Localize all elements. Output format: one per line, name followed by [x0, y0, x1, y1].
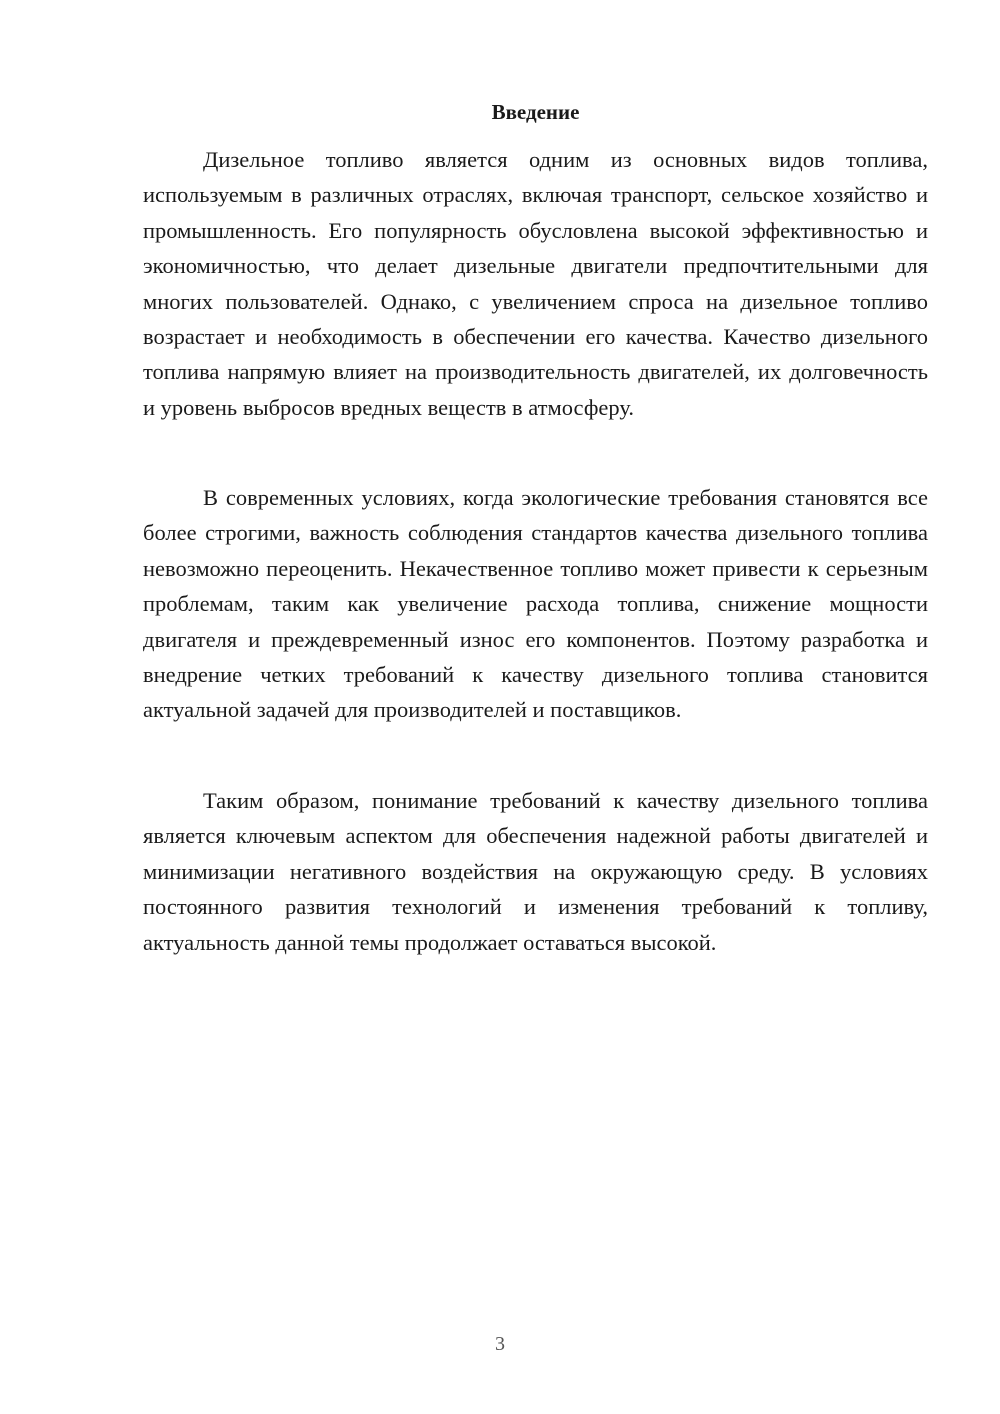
page-number: 3 — [495, 1333, 505, 1355]
paragraph-2: В современных условиях, когда экологические требования становятся все более строгими, важность соблюдения стандартов качества дизельного топлива невозможно переоценить. Некачественное топливо может привести к серьезным проблемам, таким как увеличение расхода топлива, снижение мощности двигателя и преждевременный износ его компонентов. Поэтому разработка и внедрение четких требований к качеству дизельного топлива становится актуальной задачей для производителей и поставщиков. — [143, 485, 928, 723]
section-title: Введение — [491, 100, 580, 124]
paragraph-3: Таким образом, понимание требований к качеству дизельного топлива является ключевым аспектом для обеспечения надежной работы двигателей и минимизации негативного воздействия на окружающую среду. В условиях постоянного развития технологий и изменения требований к топливу, актуальность данной темы продолжает оставаться высокой. — [143, 788, 928, 955]
paragraph-1: Дизельное топливо является одним из основных видов топлива, используемым в различных отраслях, включая транспорт, сельское хозяйство и промышленность. Его популярность обусловлена высокой эффективностью и экономичностью, что делает дизельные двигатели предпочтительными для многих пользователей. Однако, с увеличением спроса на дизельное топливо возрастает и необходимость в обеспечении его качества. Качество дизельного топлива напрямую влияет на производительность двигателей, их долговечность и уровень выбросов вредных веществ в атмосферу. — [143, 147, 928, 420]
